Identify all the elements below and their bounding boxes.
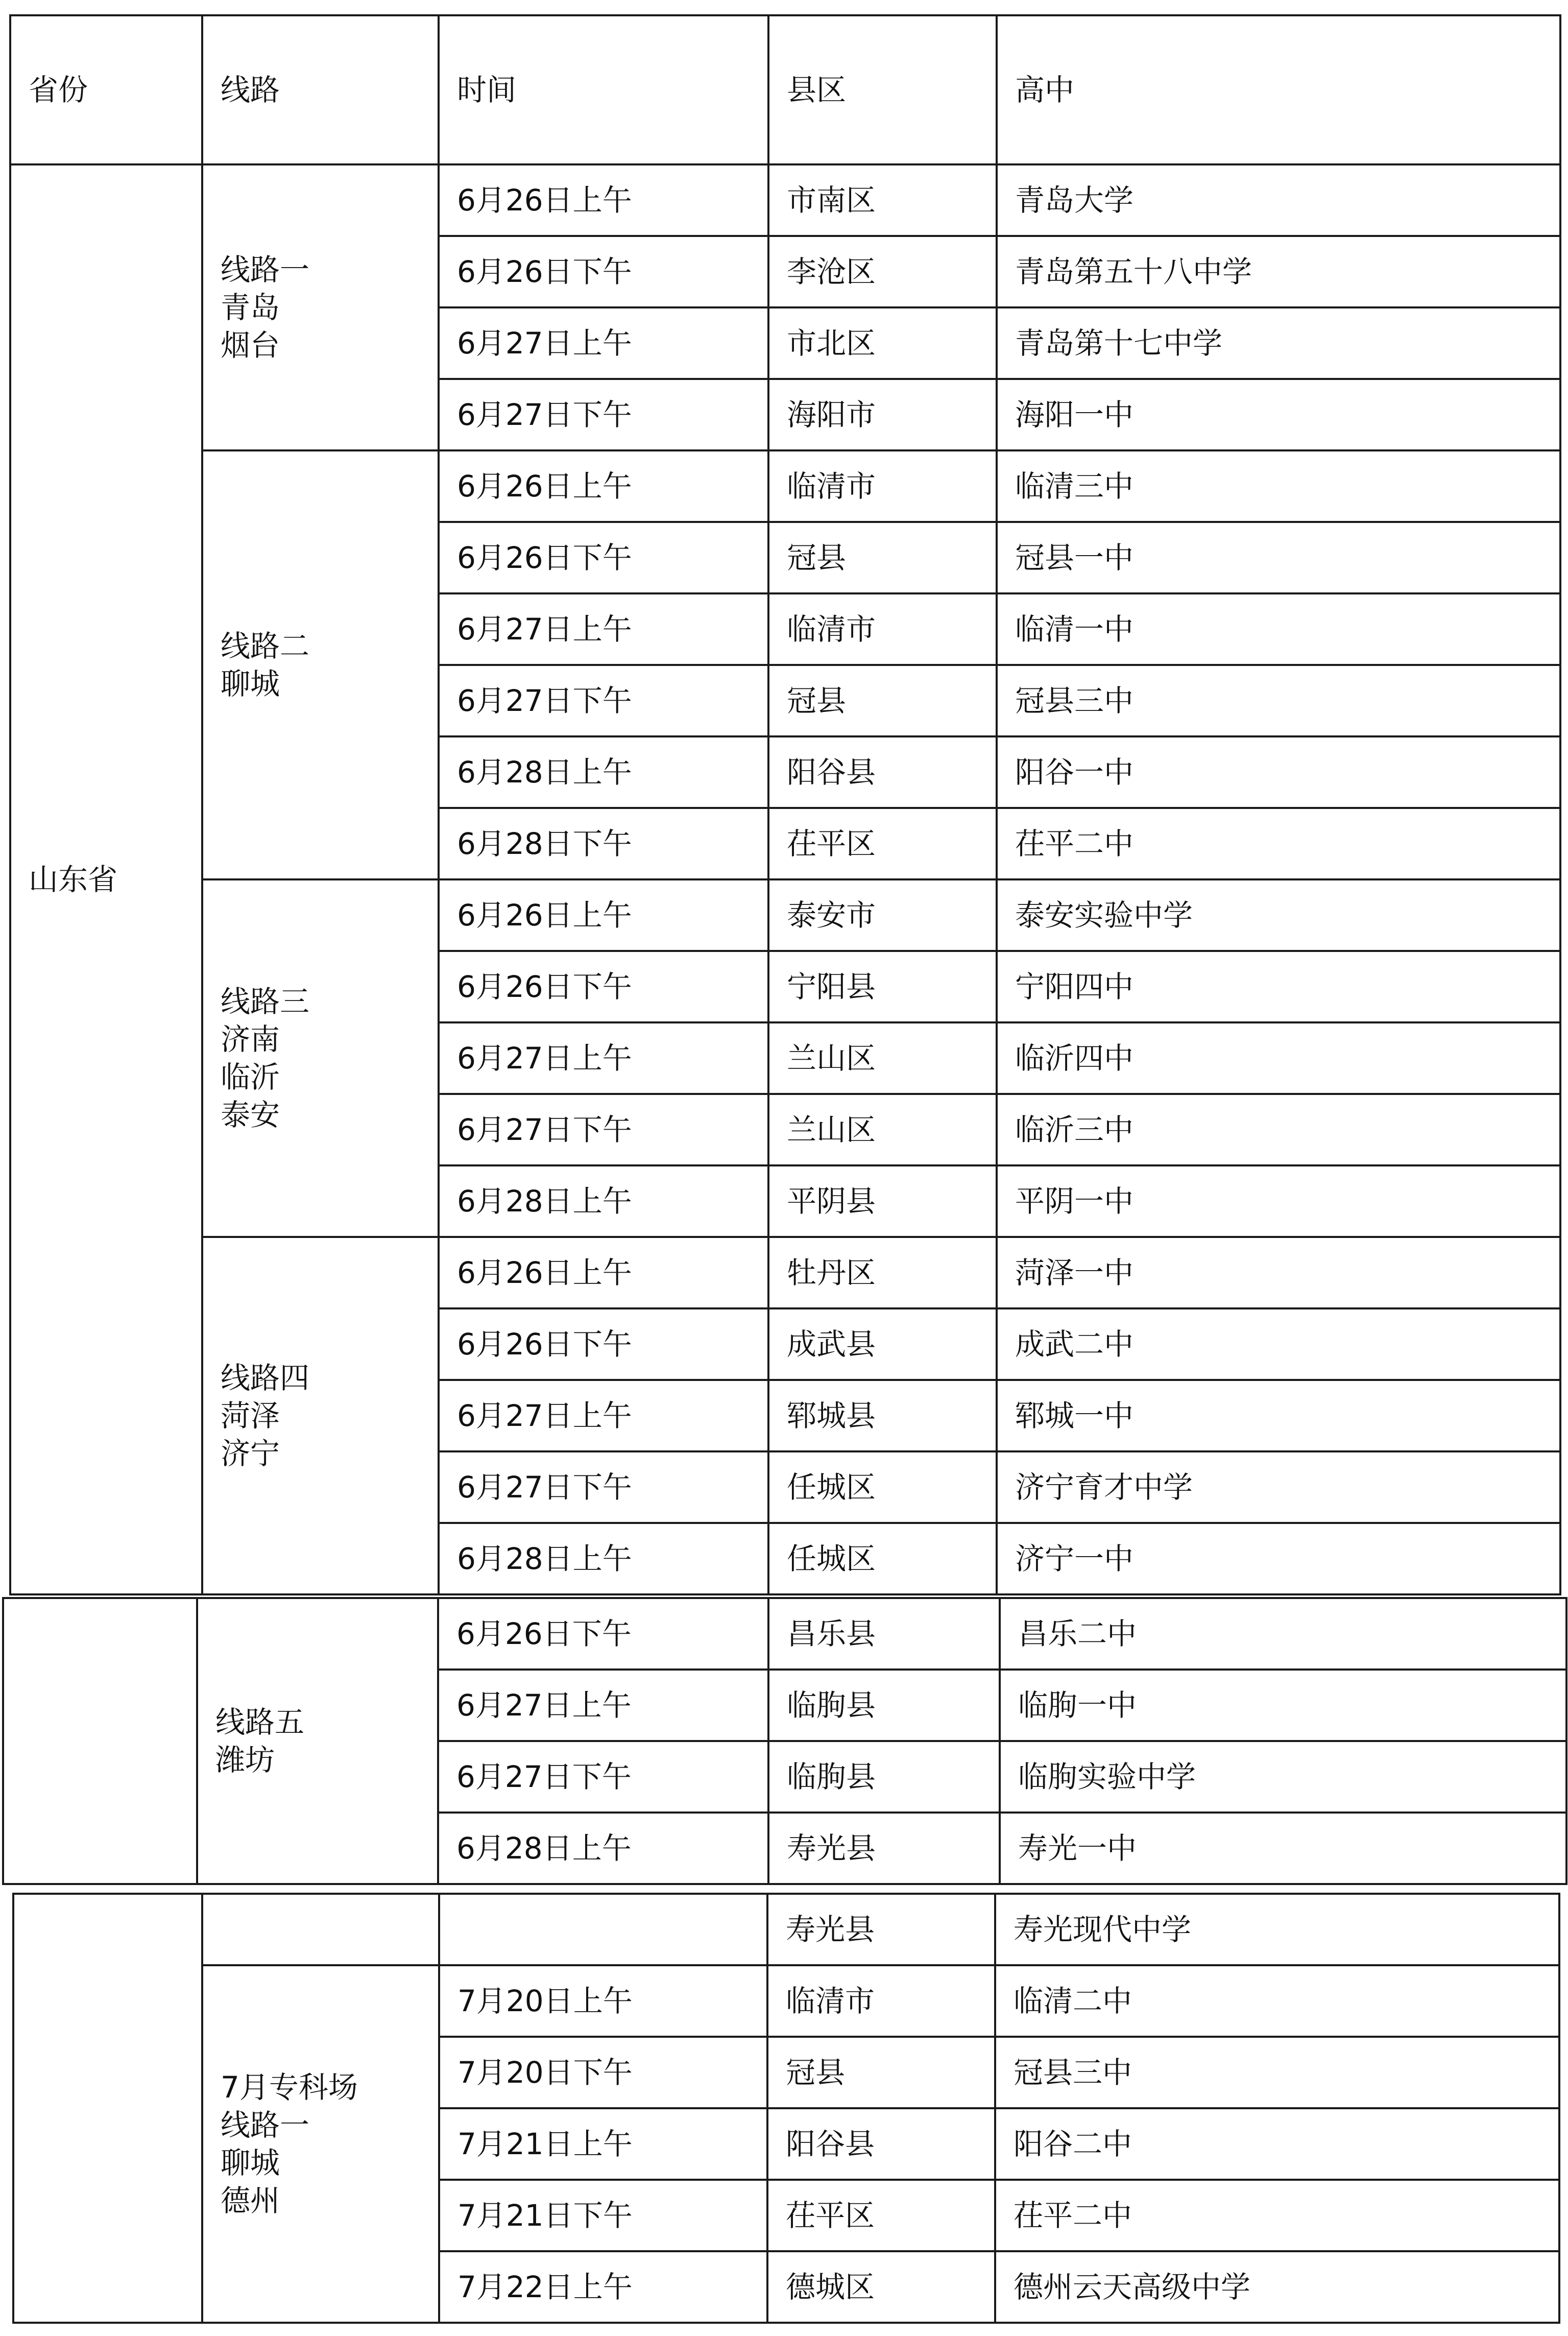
- route-name-line: 烟台: [221, 328, 280, 363]
- district-cell: 德城区: [767, 2251, 995, 2323]
- time-cell: 6月27日下午: [438, 1741, 768, 1813]
- district-cell: 平阴县: [768, 1165, 997, 1237]
- district-cell: 昌乐县: [768, 1598, 1000, 1670]
- time-cell: 6月27日上午: [439, 593, 768, 665]
- route-name-line: 济南: [221, 1022, 280, 1057]
- school-cell: 茌平二中: [997, 808, 1560, 879]
- district-cell: 茌平区: [767, 2180, 995, 2251]
- time-cell: 7月22日上午: [439, 2251, 767, 2323]
- school-cell: 茌平二中: [995, 2180, 1559, 2251]
- district-cell: 临清市: [768, 450, 997, 522]
- time-cell: 6月28日上午: [439, 1523, 768, 1594]
- district-cell: 任城区: [768, 1523, 997, 1594]
- school-cell: 临朐实验中学: [1000, 1741, 1566, 1813]
- school-cell: 青岛第十七中学: [997, 307, 1560, 379]
- district-cell: 郓城县: [768, 1380, 997, 1451]
- time-cell: 6月27日上午: [439, 1022, 768, 1094]
- time-cell: 6月27日下午: [439, 1451, 768, 1523]
- time-cell: 7月21日上午: [439, 2108, 767, 2180]
- route-name-line: 线路一: [221, 252, 310, 287]
- district-cell: 任城区: [768, 1451, 997, 1523]
- school-cell: 冠县三中: [995, 2037, 1559, 2108]
- school-cell: 泰安实验中学: [997, 879, 1560, 951]
- district-cell: 临清市: [767, 1965, 995, 2037]
- district-cell: 临清市: [768, 593, 997, 665]
- district-cell: 寿光县: [767, 1894, 995, 1965]
- district-cell: 市北区: [768, 307, 997, 379]
- district-cell: 宁阳县: [768, 951, 997, 1022]
- header-row: [10, 15, 1560, 164]
- time-cell: 6月26日上午: [439, 450, 768, 522]
- route-name-line: 菏泽: [221, 1398, 280, 1433]
- time-cell: 6月27日上午: [438, 1670, 768, 1741]
- district-cell: 市南区: [768, 164, 997, 236]
- route-name-line: 潍坊: [215, 1743, 275, 1777]
- school-cell: 寿光一中: [1000, 1813, 1566, 1884]
- district-cell: 泰安市: [768, 879, 997, 951]
- time-cell: 6月26日下午: [439, 522, 768, 593]
- header-time: 时间: [439, 15, 768, 164]
- schedule-table-route5: [2, 1597, 1567, 1885]
- district-cell: 兰山区: [768, 1022, 997, 1094]
- route-name-line: 德州: [221, 2183, 280, 2218]
- time-cell: 6月28日上午: [438, 1813, 768, 1884]
- time-cell: 6月27日下午: [439, 379, 768, 450]
- district-cell: 阳谷县: [768, 736, 997, 808]
- header-school: 高中: [997, 15, 1560, 164]
- province-cell-blank: [13, 1894, 202, 2323]
- route-name-cell: [202, 879, 439, 1237]
- header-province: 省份: [10, 15, 202, 164]
- table-row: [3, 1598, 1566, 1670]
- school-cell: 济宁育才中学: [997, 1451, 1560, 1523]
- time-cell: 6月28日下午: [439, 808, 768, 879]
- route-name-cell: [197, 1598, 438, 1884]
- school-cell: 青岛第五十八中学: [997, 236, 1560, 307]
- time-cell: 6月27日上午: [439, 307, 768, 379]
- school-cell: 郓城一中: [997, 1380, 1560, 1451]
- school-cell: 阳谷一中: [997, 736, 1560, 808]
- school-cell: 阳谷二中: [995, 2108, 1559, 2180]
- schedule-table-main: [9, 14, 1561, 1595]
- route-name-line: 7月专科场: [221, 2070, 358, 2105]
- route-name-line: 泰安: [221, 1098, 280, 1132]
- route-name-line: 线路四: [221, 1361, 310, 1395]
- time-cell: 6月26日上午: [439, 879, 768, 951]
- route-name-cell: [202, 450, 439, 879]
- district-cell: 兰山区: [768, 1094, 997, 1165]
- district-cell: 冠县: [768, 522, 997, 593]
- time-cell: 6月27日下午: [439, 1094, 768, 1165]
- schedule-table-july: [12, 1893, 1560, 2324]
- time-cell: 7月21日下午: [439, 2180, 767, 2251]
- header-route: 线路: [202, 15, 439, 164]
- district-cell: 临朐县: [768, 1670, 1000, 1741]
- district-cell: 冠县: [768, 665, 997, 736]
- district-cell: 冠县: [767, 2037, 995, 2108]
- time-cell: 6月26日上午: [439, 1237, 768, 1308]
- route-name-line: 青岛: [221, 290, 280, 325]
- school-cell: 德州云天高级中学: [995, 2251, 1559, 2323]
- school-cell: 平阴一中: [997, 1165, 1560, 1237]
- district-cell: 海阳市: [768, 379, 997, 450]
- route-name-cell: [202, 1237, 439, 1594]
- district-cell: 李沧区: [768, 236, 997, 307]
- time-cell: 7月20日上午: [439, 1965, 767, 2037]
- school-cell: 临清二中: [995, 1965, 1559, 2037]
- time-cell: 6月26日上午: [439, 164, 768, 236]
- table-row: [10, 450, 1560, 522]
- school-cell: 宁阳四中: [997, 951, 1560, 1022]
- province-cell-blank: [3, 1598, 197, 1884]
- route-name-cell: [202, 164, 439, 450]
- school-cell: 临沂三中: [997, 1094, 1560, 1165]
- time-cell: 6月26日下午: [438, 1598, 768, 1670]
- route-name-line: 聊城: [221, 666, 280, 701]
- school-cell: 冠县一中: [997, 522, 1560, 593]
- district-cell: 成武县: [768, 1308, 997, 1380]
- school-cell: 临清一中: [997, 593, 1560, 665]
- school-cell: 临朐一中: [1000, 1670, 1566, 1741]
- district-cell: 寿光县: [768, 1813, 1000, 1884]
- school-cell: 成武二中: [997, 1308, 1560, 1380]
- table-row: [10, 1237, 1560, 1308]
- table-row: [10, 879, 1560, 951]
- time-cell: 6月27日上午: [439, 1380, 768, 1451]
- route-name-line: 线路三: [221, 984, 310, 1019]
- district-cell: 阳谷县: [767, 2108, 995, 2180]
- time-cell: 6月28日上午: [439, 736, 768, 808]
- school-cell: 青岛大学: [997, 164, 1560, 236]
- time-cell: 6月26日下午: [439, 236, 768, 307]
- district-cell: 临朐县: [768, 1741, 1000, 1813]
- time-cell: 6月26日下午: [439, 1308, 768, 1380]
- school-cell: 寿光现代中学: [995, 1894, 1559, 1965]
- school-cell: 临沂四中: [997, 1022, 1560, 1094]
- school-cell: 菏泽一中: [997, 1237, 1560, 1308]
- school-cell: 济宁一中: [997, 1523, 1560, 1594]
- table-row: [10, 164, 1560, 236]
- school-cell: 临清三中: [997, 450, 1560, 522]
- route-name-line: 聊城: [221, 2146, 280, 2180]
- province-cell: 山东省: [10, 164, 202, 1594]
- route-name-line: 线路五: [215, 1705, 305, 1739]
- district-cell: 茌平区: [768, 808, 997, 879]
- time-cell: 6月28日上午: [439, 1165, 768, 1237]
- time-cell: 7月20日下午: [439, 2037, 767, 2108]
- route-name-line: 线路二: [221, 629, 310, 663]
- district-cell: 牡丹区: [768, 1237, 997, 1308]
- route-name-cell-blank: [202, 1894, 439, 1965]
- time-cell: 6月27日下午: [439, 665, 768, 736]
- table-row: [13, 1894, 1559, 1965]
- route-name-line: 线路一: [221, 2108, 310, 2142]
- time-cell: 6月26日下午: [439, 951, 768, 1022]
- route-name-line: 济宁: [221, 1436, 280, 1471]
- school-cell: 冠县三中: [997, 665, 1560, 736]
- school-cell: 海阳一中: [997, 379, 1560, 450]
- route-name-cell: [202, 1965, 439, 2323]
- header-district: 县区: [768, 15, 997, 164]
- route-name-line: 临沂: [221, 1060, 280, 1094]
- time-cell: [439, 1894, 767, 1965]
- school-cell: 昌乐二中: [1000, 1598, 1566, 1670]
- table-row: [13, 1965, 1559, 2037]
